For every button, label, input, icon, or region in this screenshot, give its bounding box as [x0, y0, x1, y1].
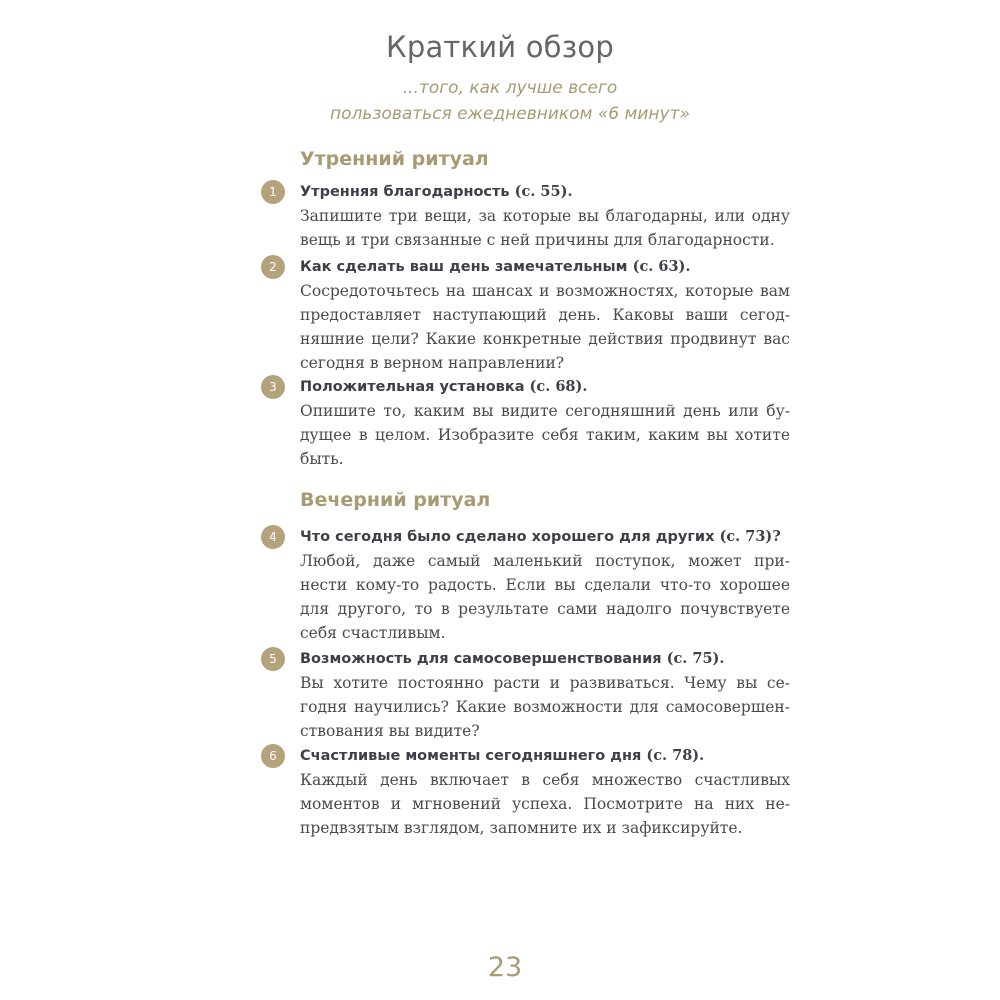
item-text-line: Запишите три вещи, за которые вы благодарны, или одну: [300, 207, 790, 225]
page-reference: (с. 55).: [509, 183, 573, 200]
item-text-line: Опишите то, каким вы видите сегодняшний день или бу-: [300, 402, 790, 420]
page-reference: (с. 68).: [524, 378, 588, 395]
item-text-line: Каждый день включает в себя множество счастливых: [300, 771, 790, 789]
number-badge: 1: [261, 180, 285, 204]
item-text-line: нести кому-то радость. Если вы сделали что-то хорошее: [300, 576, 790, 594]
number-badge: 5: [261, 647, 285, 671]
item-text-line: Вы хотите постоянно расти и развиваться. Чему вы се-: [300, 674, 790, 692]
item-title: [300, 647, 790, 671]
section-heading-morning: Утренний ритуал: [300, 148, 489, 170]
number-badge: 3: [261, 375, 285, 399]
number-badge: 6: [261, 744, 285, 768]
item-text-line: предвзятым взглядом, запомните их и зафиксируйте.: [300, 819, 743, 837]
page-reference: (с. 63).: [627, 258, 691, 275]
item-title-text: Счастливые моменты сегодняшнего дня: [300, 748, 642, 764]
list-item: [269, 375, 790, 471]
item-text-line: моментов и мгновений успеха. Посмотрите на них не-: [300, 795, 790, 813]
item-text-line: сегодня в верном направлении?: [300, 354, 565, 372]
item-text-line: дущее в целом. Изобразите себя таким, каким вы хотите: [300, 426, 790, 444]
list-item: [269, 180, 790, 252]
list-item: [269, 525, 790, 645]
item-title: [300, 744, 790, 768]
number-badge: 4: [261, 525, 285, 549]
subtitle-line-2: пользоваться ежедневником «6 минут»: [330, 104, 690, 124]
item-text-line: вещь и три связанные с ней причины для благодарности.: [300, 231, 775, 249]
item-text-line: годня научились? Какие возможности для самосовершен-: [300, 698, 790, 716]
item-text-line: ствования вы видите?: [300, 722, 480, 740]
item-title-text: Что сегодня было сделано хорошего для других: [300, 529, 715, 545]
item-title: [300, 525, 790, 549]
item-title-text: Как сделать ваш день замечательным: [300, 259, 628, 275]
item-text-line: предоставляет наступающий день. Каковы ваши сегод-: [300, 306, 790, 324]
item-text-line: няшние цели? Какие конкретные действия продвинут вас: [300, 330, 790, 348]
subtitle-line-1: ...того, как лучше всего: [402, 78, 618, 98]
item-title: [300, 180, 790, 204]
number-badge: 2: [261, 255, 285, 279]
section-heading-evening: Вечерний ритуал: [300, 489, 491, 511]
item-title: [300, 255, 790, 279]
list-item: [269, 647, 790, 743]
page-reference: (с. 75).: [661, 650, 725, 667]
item-text-line: для другого, то в результате сами надолго почувствуете: [300, 600, 790, 618]
list-item: [269, 255, 790, 375]
item-text-line: себя счастливым.: [300, 624, 446, 642]
item-title-text: Утренняя благодарность: [300, 184, 510, 200]
page-reference: (с. 78).: [641, 747, 705, 764]
page-title: Краткий обзор: [386, 30, 614, 64]
item-title-text: Положительная установка: [300, 379, 525, 395]
page-number: 23: [487, 952, 523, 983]
item-title: [300, 375, 790, 399]
item-text-line: Сосредоточьтесь на шансах и возможностях, которые вам: [300, 282, 790, 300]
item-title-text: Возможность для самосовершенствования: [300, 651, 662, 667]
item-text-line: Любой, даже самый маленький поступок, может при-: [300, 552, 790, 570]
page-reference: (с. 73)?: [714, 528, 781, 545]
list-item: [269, 744, 790, 840]
item-text-line: быть.: [300, 450, 344, 468]
